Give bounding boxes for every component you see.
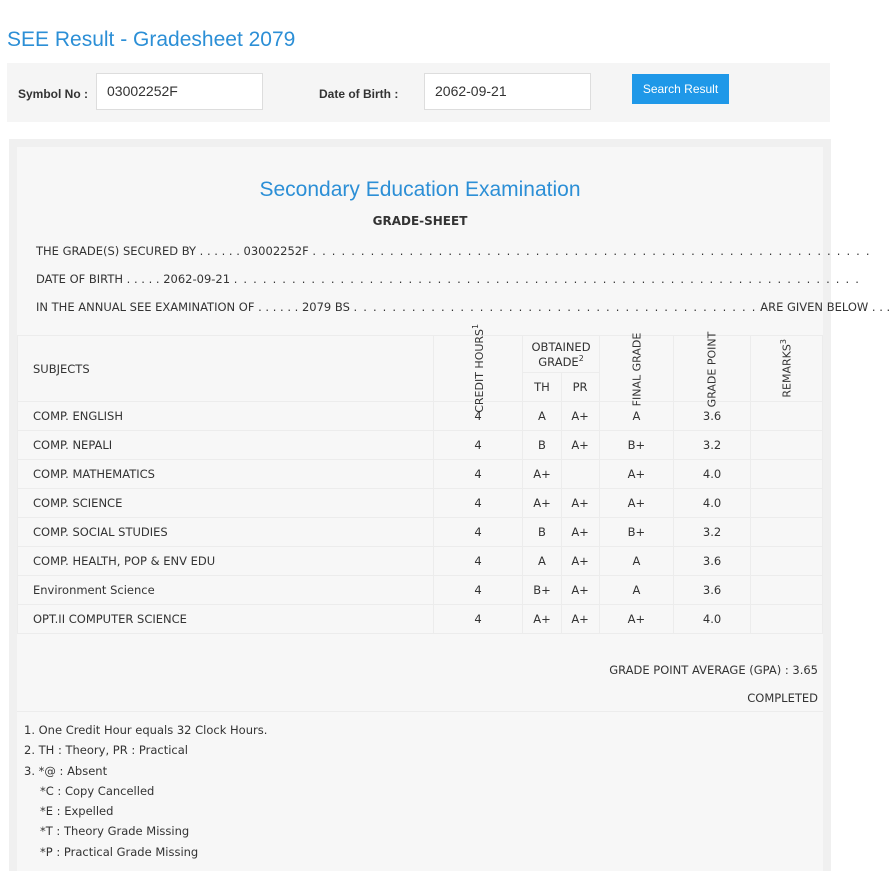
remarks-cell (750, 460, 822, 489)
remarks-cell (750, 605, 822, 634)
gradesheet-subtitle: GRADE-SHEET (372, 214, 468, 228)
th-header: TH (523, 373, 561, 402)
remarks-cell (750, 402, 822, 431)
notes-divider (17, 711, 823, 712)
footnote-item: *T : Theory Grade Missing (40, 824, 190, 839)
table-row (18, 518, 823, 547)
final-grade-cell: A+ (599, 489, 674, 518)
grade-point-cell: 4.0 (674, 489, 751, 518)
table-row (18, 460, 823, 489)
subject-cell: OPT.II COMPUTER SCIENCE (18, 605, 434, 634)
pr-grade-cell: A+ (561, 547, 599, 576)
table-row (18, 605, 823, 634)
symbol-no-input[interactable]: 03002252F (96, 73, 263, 110)
obtained-grade-footnote: 2 (578, 353, 584, 363)
credit-cell: 4 (433, 489, 523, 518)
remarks-cell (750, 489, 822, 518)
pr-grade-cell (561, 460, 599, 489)
gpa-line (609, 663, 818, 677)
pr-grade-cell: A+ (561, 402, 599, 431)
grade-point-cell: 4.0 (674, 605, 751, 634)
th-grade-cell: B+ (523, 576, 561, 605)
dob-label: Date of Birth : (319, 87, 399, 101)
pr-grade-cell: A+ (561, 605, 599, 634)
pr-grade-cell: A+ (561, 576, 599, 605)
gpa-label: GRADE POINT AVERAGE (GPA) : (609, 663, 789, 677)
subject-cell: COMP. NEPALI (18, 431, 434, 460)
credit-cell: 4 (433, 605, 523, 634)
final-grade-cell: A (599, 402, 674, 431)
grade-point-cell: 3.6 (674, 547, 751, 576)
remarks-header-label: REMARKS (780, 344, 794, 398)
th-grade-cell: A (523, 402, 561, 431)
dob-input[interactable]: 2062-09-21 (424, 73, 591, 110)
table-row (18, 576, 823, 605)
dob-line (36, 272, 860, 286)
credit-cell: 4 (433, 402, 523, 431)
grade-point-cell: 3.2 (674, 518, 751, 547)
dob-line-prefix: DATE OF BIRTH . . . . . (36, 272, 160, 286)
grade-point-cell: 3.6 (674, 402, 751, 431)
pr-grade-cell: A+ (561, 489, 599, 518)
symbol-no-label: Symbol No : (18, 87, 89, 101)
final-grade-header (599, 332, 674, 406)
th-grade-cell: A+ (523, 489, 561, 518)
subject-cell: COMP. SCIENCE (18, 489, 434, 518)
dot-leader: . . . . . . . . . . . . . . . . . . . . . . . . . . . . . . . . . . . . . . . . . . . . . . . . . . . . . . . . . . . . . . . . . (233, 272, 861, 286)
footnotes (24, 722, 267, 864)
credit-cell: 4 (433, 547, 523, 576)
grade-point-cell: 3.2 (674, 431, 751, 460)
credit-hours-footnote: 1 (470, 324, 480, 330)
subject-cell: COMP. SOCIAL STUDIES (18, 518, 434, 547)
final-grade-cell: A+ (599, 605, 674, 634)
page-title: SEE Result - Gradesheet 2079 (7, 28, 296, 51)
final-grade-header-label: FINAL GRADE (629, 332, 643, 406)
footnote-item: 3. *@ : Absent (24, 763, 108, 778)
pr-grade-cell: A+ (561, 518, 599, 547)
search-bar (7, 63, 830, 122)
grade-point-cell: 3.6 (674, 576, 751, 605)
th-grade-cell: A+ (523, 460, 561, 489)
exam-title: Secondary Education Examination (259, 178, 581, 201)
footnote-item: 2. TH : Theory, PR : Practical (24, 743, 188, 758)
footnote-item: *P : Practical Grade Missing (40, 844, 199, 859)
th-grade-cell: A+ (523, 605, 561, 634)
credit-hours-header-label: CREDIT HOURS (472, 329, 486, 413)
table-row (18, 489, 823, 518)
final-grade-cell: A (599, 576, 674, 605)
subject-cell: COMP. MATHEMATICS (18, 460, 434, 489)
grades-table (17, 324, 823, 634)
table-row (18, 431, 823, 460)
credit-hours-header (433, 324, 523, 413)
credit-cell: 4 (433, 431, 523, 460)
th-grade-cell: B (523, 431, 561, 460)
secured-by-prefix: THE GRADE(S) SECURED BY . . . . . . (36, 244, 240, 258)
subject-cell: COMP. ENGLISH (18, 402, 434, 431)
final-grade-cell: B+ (599, 431, 674, 460)
footnote-item: 1. One Credit Hour equals 32 Clock Hours. (24, 723, 268, 737)
credit-cell: 4 (433, 518, 523, 547)
remarks-header (750, 336, 822, 402)
final-grade-cell: B+ (599, 518, 674, 547)
th-grade-cell: A (523, 547, 561, 576)
search-result-button[interactable]: Search Result (632, 74, 729, 104)
obtained-grade-header (523, 336, 599, 373)
grade-point-header-label: GRADE POINT (705, 331, 719, 407)
subject-cell: COMP. HEALTH, POP & ENV EDU (18, 547, 434, 576)
subjects-header: SUBJECTS (18, 336, 434, 402)
dot-leader: . . . . . . . . . . . . . . . . . . . . . . . . . . . . . . . . . . . . . . . . . . (353, 300, 757, 314)
exam-line-suffix: ARE GIVEN BELOW . . . (760, 300, 890, 314)
final-grade-cell: A (599, 547, 674, 576)
remarks-cell (750, 547, 822, 576)
secured-by-line (36, 244, 871, 258)
exam-line (36, 300, 890, 314)
table-row (18, 547, 823, 576)
final-grade-cell: A+ (599, 460, 674, 489)
table-row (18, 402, 823, 431)
grade-point-header (674, 331, 751, 407)
footnote-item: *E : Expelled (40, 804, 114, 819)
remarks-cell (750, 518, 822, 547)
secured-by-value: 03002252F (243, 244, 309, 258)
pr-header: PR (561, 373, 599, 402)
dob-line-value: 2062-09-21 (163, 272, 231, 286)
credit-cell: 4 (433, 576, 523, 605)
pr-grade-cell: A+ (561, 431, 599, 460)
footnote-item: *C : Copy Cancelled (40, 783, 155, 798)
credit-cell: 4 (433, 460, 523, 489)
gpa-value: 3.65 (792, 663, 818, 677)
obtained-grade-header-label: OBTAINED GRADE (531, 339, 591, 369)
exam-line-prefix: IN THE ANNUAL SEE EXAMINATION OF . . . . . . (36, 300, 299, 314)
exam-line-value: 2079 BS (301, 300, 350, 314)
th-grade-cell: B (523, 518, 561, 547)
result-status: COMPLETED (747, 691, 818, 705)
remarks-cell (750, 431, 822, 460)
remarks-cell (750, 576, 822, 605)
grade-point-cell: 4.0 (674, 460, 751, 489)
remarks-footnote: 3 (779, 339, 789, 345)
subject-cell: Environment Science (18, 576, 434, 605)
dot-leader: . . . . . . . . . . . . . . . . . . . . . . . . . . . . . . . . . . . . . . . . . . . . . . . . . . . . . . . . . . (312, 244, 871, 258)
